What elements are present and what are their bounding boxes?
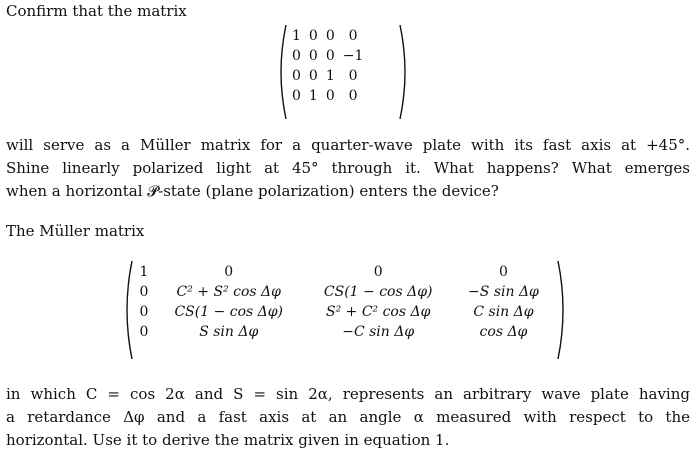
m1-cell: 0 [292,68,301,84]
m2-cell: 0 [139,284,149,300]
m1-cell: 0 [308,48,318,64]
para1-line: when a horizontal 𝓟-state (plane polarization) enters the device? [6,182,499,200]
paragraph-1 [6,134,690,203]
m2-cell: −S sin Δφ [468,284,539,300]
m2-cell: 0 [139,324,149,340]
m1-cell: 0 [325,28,335,44]
para1-line: Shine linearly polarized light at 45° through it. What happens? What emerges [6,159,690,177]
m1-cell: 1 [325,68,335,84]
m1-cell: 0 [325,88,335,104]
m2-cell: 0 [499,264,508,280]
m2-cell: C sin Δφ [473,304,534,320]
m1-cell: 1 [292,28,301,44]
m1-cell: 0 [292,48,301,64]
m1-cell: 0 [348,88,358,104]
para2-line: a retardance Δφ and a fast axis at an angle α measured with respect to the [6,408,690,426]
m2-cell: 0 [139,304,149,320]
m1-cell: 0 [325,48,335,64]
right-paren [398,24,412,120]
m2-cell: 0 [373,264,383,280]
para1-line: will serve as a Müller matrix for a quarter-wave plate with its fast axis at +45°. [6,136,690,154]
m1-cell: 0 [348,68,358,84]
matrix-1 [274,24,412,120]
m2-cell: CS(1 − cos Δφ) [323,284,433,300]
right-paren [556,260,570,360]
paragraph-2 [6,383,690,452]
m1-cell: 1 [308,88,318,104]
m1-cell: 0 [308,28,318,44]
m2-cell: 0 [224,264,234,280]
m2-cell: −C sin Δφ [342,324,415,340]
intro-text: Confirm that the matrix [6,2,187,20]
m2-cell: C² + S² cos Δφ [176,284,281,300]
m2-cell: 1 [139,264,149,280]
matrix-2 [120,260,570,360]
m1-cell: −1 [342,48,364,64]
m1-cell: 0 [308,68,318,84]
left-paren [274,24,288,120]
label-muller-matrix: The Müller matrix [6,222,145,240]
m2-cell: CS(1 − cos Δφ) [174,304,284,320]
m1-cell: 0 [292,88,301,104]
matrix-2-table [134,262,554,342]
para2-line: horizontal. Use it to derive the matrix given in equation 1. [6,431,450,449]
m2-cell: cos Δφ [479,324,528,340]
m2-cell: S² + C² cos Δφ [325,304,431,320]
m2-cell: S sin Δφ [199,324,259,340]
left-paren [120,260,134,360]
para2-line: in which C = cos 2α and S = sin 2α, represents an arbitrary wave plate having [6,385,690,403]
m1-cell: 0 [348,28,358,44]
matrix-1-table [288,26,367,106]
